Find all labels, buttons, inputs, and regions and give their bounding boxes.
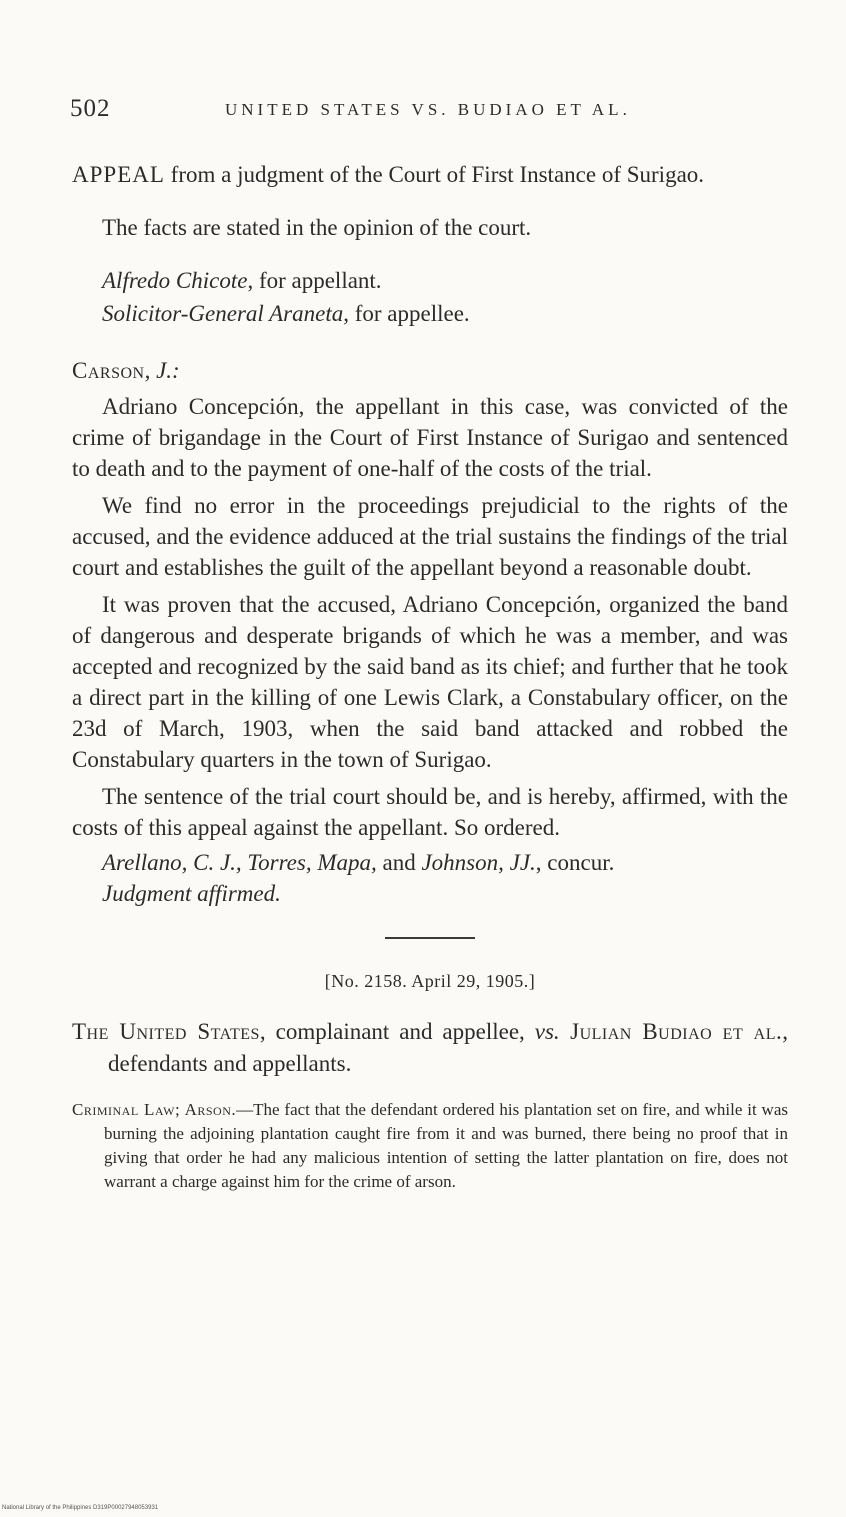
counsel-role: , for appellant. — [247, 268, 382, 293]
appeal-text: from a judgment of the Court of First Instance of Surigao. — [170, 162, 705, 187]
page-number: 502 — [70, 95, 111, 122]
counsel-name: Solicitor-General Araneta — [102, 301, 344, 326]
opinion-paragraph-1: Adriano Concepción, the appellant in this case, was convicted of the crime of brigandage in the Court of First Instance of Surigao and sentenced to death and to the payment of one-half of the costs of the trial. — [72, 394, 788, 481]
case-vs: vs. — [534, 1019, 560, 1044]
appeal-statement — [72, 158, 788, 191]
concurrence-and: and — [376, 850, 422, 875]
case-party-1-role: , complainant and appellee, — [259, 1019, 535, 1044]
counsel-name: Alfredo Chicote — [102, 268, 248, 293]
case-party-1: The United States — [72, 1019, 260, 1044]
concurrence-tail: , concur. — [535, 850, 615, 875]
facts-statement: The facts are stated in the opinion of the court. — [102, 215, 532, 240]
opinion-paragraph-2: We find no error in the proceedings prejudicial to the rights of the accused, and the evidence adduced at the trial sustains the findings of the trial court and establishes the guilt of the appellant beyond a reasonable doubt. — [72, 493, 788, 580]
concurring-last: Johnson, JJ. — [421, 850, 536, 875]
case-title — [72, 1016, 788, 1080]
syllabus-text: —The fact that the defendant ordered his plantation set on fire, and while it was burning the adjoining plantation caught fire from it and was burned, there being no proof that in giving that order he had any malicious intention of setting the latter plantation on fire, does not warrant a charge against him for the crime of arson. — [104, 1100, 788, 1191]
counsel-appellant — [72, 264, 788, 297]
concurring-justices: Arellano, C. J., Torres, Mapa, — [102, 850, 377, 875]
appeal-lead: APPEAL — [72, 162, 165, 187]
judgment-line: Judgment affirmed. — [102, 881, 281, 906]
opinion-paragraph-4: The sentence of the trial court should be, and is hereby, affirmed, with the costs of this appeal against the appellant. So ordered. — [72, 784, 788, 840]
counsel-appellee — [72, 297, 788, 330]
scan-footer: National Library of the Philippines D319P00027948053931 — [2, 1505, 159, 1511]
running-head: UNITED STATES VS. BUDIAO ET AL. — [225, 100, 631, 119]
opinion-paragraph-3: It was proven that the accused, Adriano Concepción, organized the band of dangerous and desperate brigands of which he was a member, and was accepted and recognized by the said band as its chief; and further that he took a direct part in the killing of one Lewis Clark, a Constabulary officer, on the 23d of March, 1903, when the said band attacked and robbed the Constabulary quarters in the town of Surigao. — [72, 592, 788, 772]
case-party-2: Julian Budiao et al. — [559, 1019, 783, 1044]
counsel-role: , for appellee. — [343, 301, 470, 326]
counsel-block — [72, 264, 788, 330]
case-number: [No. 2158. April 29, 1905.] — [324, 971, 536, 991]
judge-suffix: , J.: — [144, 358, 180, 383]
concurrence-line — [72, 847, 788, 878]
syllabus-heading: Criminal Law; Arson. — [72, 1100, 237, 1119]
case-party-2-role: , defendants and appellants. — [108, 1019, 789, 1076]
page-header — [70, 95, 790, 131]
judge-line — [72, 354, 788, 387]
judge-name: Carson — [72, 358, 145, 383]
section-divider — [385, 937, 475, 939]
page-body — [72, 158, 788, 1194]
syllabus-note — [72, 1098, 788, 1194]
